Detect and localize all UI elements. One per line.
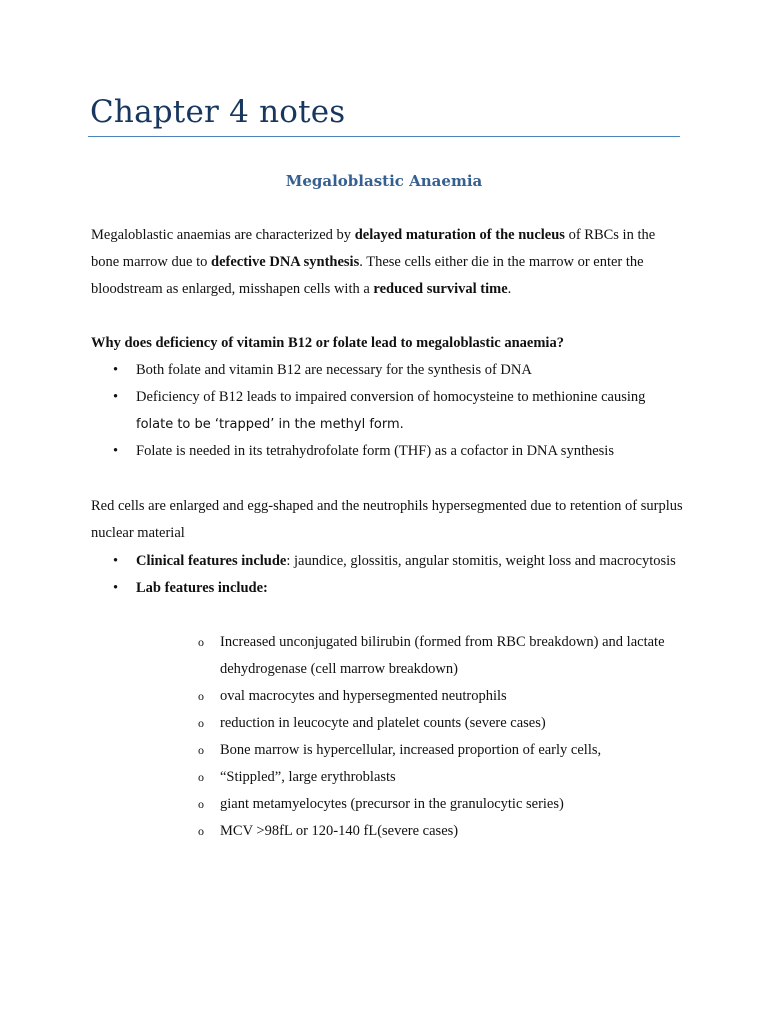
list-item <box>91 548 683 575</box>
intro-bold-1: delayed maturation of the nucleus <box>354 227 565 243</box>
intro-text-1: Megaloblastic anaemias are characterized by <box>91 227 355 243</box>
list-item <box>198 710 678 737</box>
circle-bullet-icon: o <box>198 770 204 784</box>
list-item <box>198 764 678 791</box>
bullet-icon: • <box>113 443 119 459</box>
question-bullet-list <box>91 357 683 465</box>
list-item <box>198 683 678 710</box>
title-divider <box>88 136 680 137</box>
circle-bullet-icon: o <box>198 716 204 730</box>
list-item <box>91 575 683 602</box>
intro-text-4: . <box>507 281 512 297</box>
list-item-text: Increased unconjugated bilirubin (formed from RBC breakdown) and lactate dehydrogenase (cell marrow breakdown) <box>220 634 665 677</box>
list-item-text: Both folate and vitamin B12 are necessary for the synthesis of DNA <box>136 362 532 378</box>
intro-bold-2: defective DNA synthesis <box>211 254 360 270</box>
circle-bullet-icon: o <box>198 797 204 811</box>
list-item <box>91 438 683 465</box>
clinical-text: : jaundice, glossitis, angular stomitis, weight loss and macrocytosis <box>286 553 676 569</box>
list-item-text: reduction in leucocyte and platelet counts (severe cases) <box>220 715 546 731</box>
list-item-text: oval macrocytes and hypersegmented neutrophils <box>220 688 507 704</box>
red-cells-paragraph: Red cells are enlarged and egg-shaped and the neutrophils hypersegmented due to retention of surplus nuclear material <box>91 498 683 541</box>
lab-features-list <box>198 629 678 845</box>
section-heading: Megaloblastic Anaemia <box>285 172 483 190</box>
bullet-icon: • <box>113 553 119 569</box>
list-item-text: Folate is needed in its tetrahydrofolate form (THF) as a cofactor in DNA synthesis <box>136 443 614 459</box>
features-bullet-list <box>91 548 683 602</box>
list-item <box>198 818 678 845</box>
circle-bullet-icon: o <box>198 824 204 838</box>
question-heading <box>91 330 683 357</box>
clinical-label: Clinical features include <box>136 553 287 569</box>
list-item-text-continued: folate to be ‘trapped’ in the methyl form. <box>136 417 404 432</box>
list-item-text: giant metamyelocytes (precursor in the granulocytic series) <box>220 796 564 812</box>
bullet-icon: • <box>113 580 119 596</box>
list-item-text: “Stippled”, large erythroblasts <box>220 769 396 785</box>
intro-paragraph <box>91 222 683 303</box>
list-item <box>91 357 683 384</box>
page-title: Chapter 4 notes <box>90 94 346 130</box>
list-item <box>198 791 678 818</box>
circle-bullet-icon: o <box>198 743 204 757</box>
intro-text-3: . These cells either die in the marrow or enter the bloodstream as enlarged, misshapen cells with a <box>91 254 644 297</box>
list-item-text: MCV >98fL or 120-140 fL(severe cases) <box>220 823 459 839</box>
circle-bullet-icon: o <box>198 689 204 703</box>
list-item <box>198 737 678 764</box>
question-text: Why does deficiency of vitamin B12 or folate lead to megaloblastic anaemia? <box>91 335 564 351</box>
intro-bold-3: reduced survival time <box>373 281 508 297</box>
list-item <box>91 384 683 438</box>
list-item <box>198 629 678 683</box>
intro-text-2: of RBCs in the bone marrow due to <box>91 227 656 270</box>
list-item-text: Bone marrow is hypercellular, increased proportion of early cells, <box>220 742 602 758</box>
lab-label: Lab features include: <box>136 580 268 596</box>
bullet-icon: • <box>113 389 119 405</box>
list-item-text: Deficiency of B12 leads to impaired conversion of homocysteine to methionine causing <box>136 389 646 405</box>
bullet-icon: • <box>113 362 119 378</box>
circle-bullet-icon: o <box>198 635 204 649</box>
